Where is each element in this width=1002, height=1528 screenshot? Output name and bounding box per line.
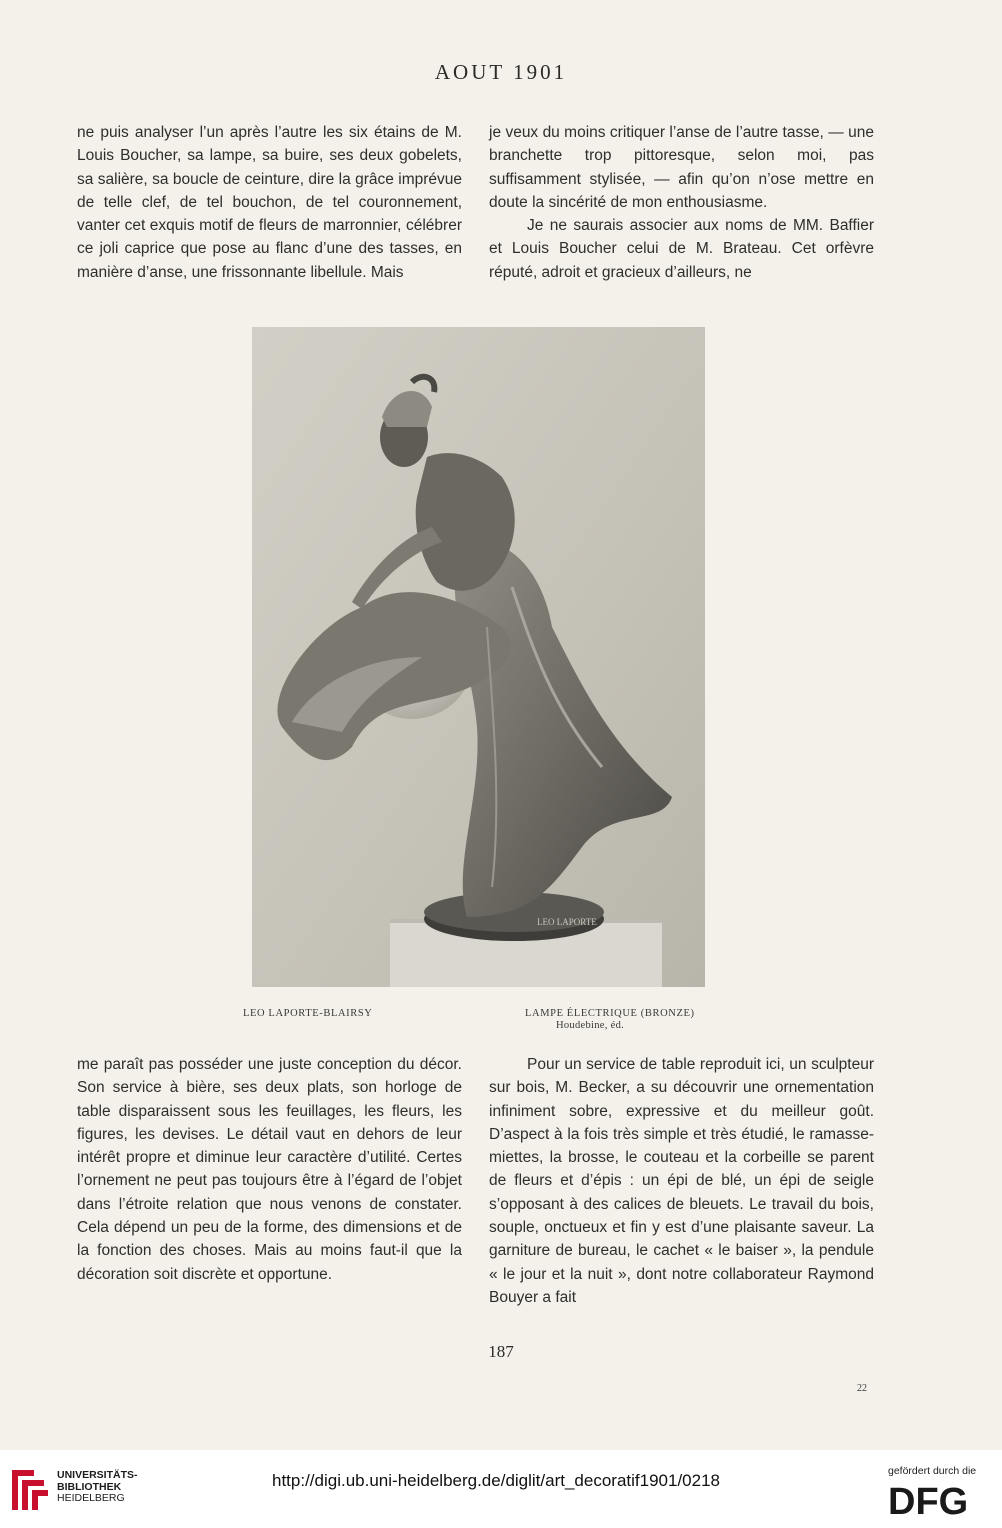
funder-name: DFG bbox=[888, 1481, 969, 1520]
funding-label: gefördert durch die bbox=[888, 1465, 977, 1477]
paragraph: me paraît pas posséder une juste conception du décor. Son service à bière, ses deux plats, son horloge de table disparaissent sous les feuillages, les fleurs, les figures, les devises. Le détail vaut en dehors de leur intérêt propre et diminue leur caractère d’utilité. Certes l’ornement ne peut pas toujours être à l’égard de l’objet dans l’étroite relation que nous venons de constater. Cela dépend un peu de la forme, des dimensions et de la fonction des choses. Mais au moins faut-il que la décoration soit discrète et opportune. bbox=[77, 1056, 462, 1283]
dfg-logo bbox=[886, 1480, 990, 1524]
library-name-line: UNIVERSITÄTS- bbox=[57, 1469, 138, 1481]
library-logo-icon bbox=[10, 1466, 50, 1518]
text-column-bottom-left bbox=[77, 1053, 462, 1286]
text-column-top-right bbox=[489, 121, 874, 284]
library-name-line: BIBLIOTHEK bbox=[57, 1480, 122, 1493]
page-number: 187 bbox=[488, 1342, 514, 1361]
library-name-line: HEIDELBERG bbox=[57, 1492, 125, 1504]
page-header: AOUT 1901 bbox=[434, 60, 568, 84]
footer-bar bbox=[0, 1450, 1002, 1528]
paragraph: ne puis analyser l’un après l’autre les six étains de M. Louis Boucher, sa lampe, sa buire, ses deux gobelets, sa salière, sa boucle de ceinture, dire la grâce imprévue de telle clef, de tel bouchon, de tel couronnement, vanter cet exquis motif de fleurs de marronnier, célébrer ce joli caprice que pose au flanc d’une des tasses, en manière d’anse, une frissonnante libellule. Mais bbox=[77, 124, 462, 281]
text-column-top-left bbox=[77, 121, 462, 284]
library-name bbox=[57, 1470, 138, 1505]
permalink-url[interactable]: http://digi.ub.uni-heidelberg.de/diglit/art_decoratif1901/0218 bbox=[272, 1471, 720, 1490]
text-column-bottom-right bbox=[489, 1053, 874, 1309]
sculpture-photograph bbox=[252, 327, 705, 987]
paragraph: Pour un service de table reproduit ici, un sculpteur sur bois, M. Becker, a su découvrir une ornementation infiniment sobre, expressive et du meilleur goût. D’aspect à la fois très simple et très étudié, le ramasse-miettes, la brosse, le couteau et la corbeille se parent de fleurs et d’épis : un épi de blé, un épi de seigle s’opposant à des calices de bleuets. Le travail du bois, souple, onctueux et fin y est d’une plaisante saveur. La garniture de bureau, le cachet « le baiser », la pendule « le jour et la nuit », dont notre collaborateur Raymond Bouyer a fait bbox=[489, 1056, 874, 1306]
caption-credit: Houdebine, éd. bbox=[556, 1020, 625, 1031]
paragraph: je veux du moins critiquer l’anse de l’autre tasse, — une branchette trop pittoresque, selon moi, pas suffisamment stylisée, — afin qu’on n’ose mettre en doute la sincérité de mon enthousiasme. bbox=[489, 124, 874, 211]
caption-title: LAMPE ÉLECTRIQUE (BRONZE) bbox=[525, 1008, 695, 1019]
base-inscription: LEO LAPORTE bbox=[537, 917, 597, 927]
caption-artist: LEO LAPORTE-BLAIRSY bbox=[243, 1008, 373, 1019]
paragraph: Je ne saurais associer aux noms de MM. Baffier et Louis Boucher celui de M. Brateau. Cet orfèvre réputé, adroit et gracieux d’ailleurs, ne bbox=[489, 217, 874, 281]
signature-mark: 22 bbox=[857, 1383, 867, 1394]
